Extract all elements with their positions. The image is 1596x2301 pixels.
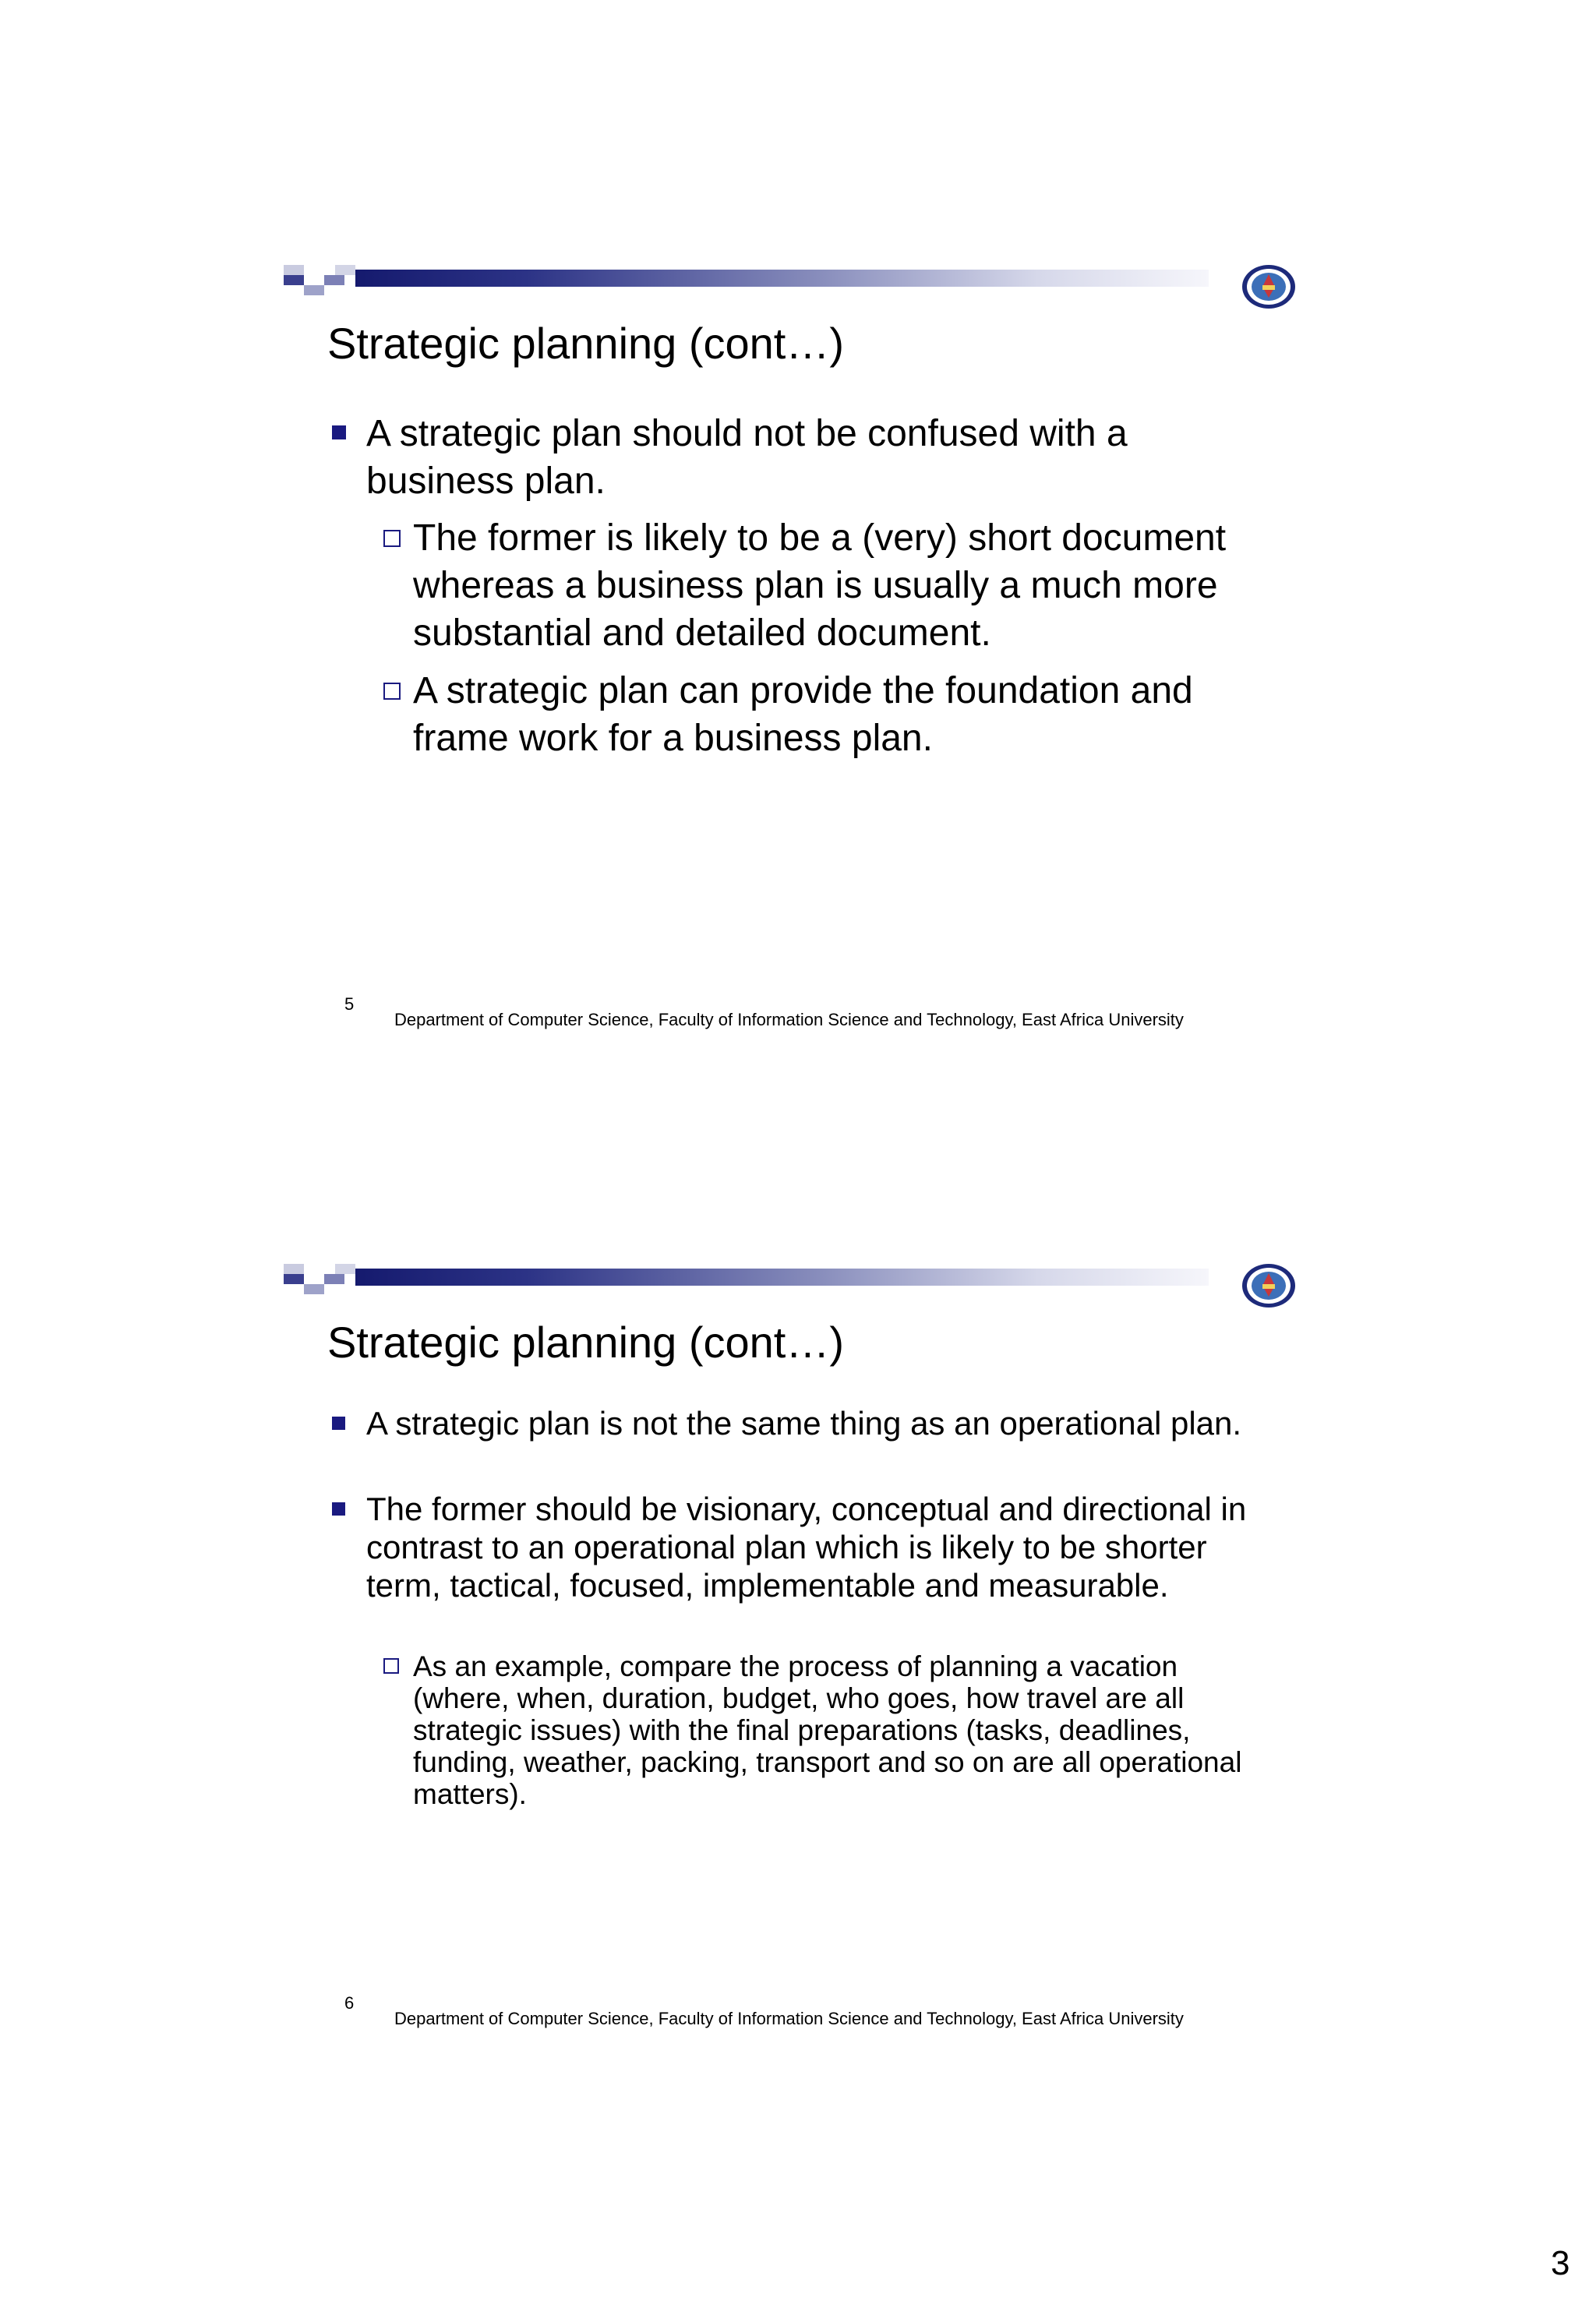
sub-bullet-text: As an example, compare the process of planning a vacation (where, when, duration, budget, who goes, how travel are all strategic issues) with the final preparations (tasks, deadlines, funding, weather, packing, transport and so on are all operational matters).	[413, 1650, 1242, 1810]
filled-square-bullet-icon	[332, 1502, 345, 1516]
bullet-text: A strategic plan is not the same thing as an operational plan.	[366, 1405, 1242, 1442]
header-square	[324, 275, 344, 285]
slide-number: 5	[344, 994, 355, 1014]
bullet-text: A strategic plan should not be confused with a business plan.	[366, 413, 1128, 502]
filled-square-bullet-icon	[332, 425, 346, 439]
header-square	[304, 1284, 324, 1294]
bullet-item	[327, 1404, 1262, 1442]
header-square	[304, 1274, 324, 1284]
bullet-item	[327, 1490, 1262, 1604]
hollow-square-bullet-icon	[383, 530, 401, 547]
slide-5	[281, 257, 1294, 1036]
slide-header-decoration	[284, 1256, 1289, 1306]
hollow-square-bullet-icon	[383, 683, 401, 700]
header-square	[284, 265, 304, 275]
header-square	[284, 1274, 304, 1284]
sub-bullet-item	[382, 514, 1262, 657]
filled-square-bullet-icon	[332, 1417, 345, 1430]
slide-title: Strategic planning (cont…)	[327, 1318, 845, 1367]
slide-footer: Department of Computer Science, Faculty of Information Science and Technology, East Africa University	[394, 1010, 1184, 1029]
university-seal-logo	[1241, 263, 1297, 310]
header-square	[324, 1274, 344, 1284]
slide-6	[281, 1256, 1294, 2035]
header-gradient-bar	[355, 270, 1209, 287]
slide-footer: Department of Computer Science, Faculty of Information Science and Technology, East Africa University	[394, 2009, 1184, 2028]
header-square	[284, 1264, 304, 1274]
header-square	[284, 275, 304, 285]
slide-title: Strategic planning (cont…)	[327, 319, 845, 368]
sub-bullet-text: A strategic plan can provide the foundation and frame work for a business plan.	[413, 670, 1193, 759]
slide-header-decoration	[284, 257, 1289, 307]
page-number: 3	[1551, 2244, 1570, 2282]
header-gradient-bar	[355, 1269, 1209, 1286]
hollow-square-bullet-icon	[383, 1658, 399, 1674]
university-seal-logo	[1241, 1262, 1297, 1309]
bullet-text: The former should be visionary, conceptual and directional in contrast to an operational plan which is likely to be shorter term, tactical, focused, implementable and measurable.	[366, 1491, 1247, 1604]
sub-bullet-text: The former is likely to be a (very) short document whereas a business plan is usually a much more substantial and detailed document.	[413, 517, 1227, 654]
header-square	[304, 275, 324, 285]
header-square	[304, 285, 324, 295]
sub-bullet-item	[382, 1650, 1255, 1810]
header-square	[335, 1264, 355, 1274]
slide-number: 6	[344, 1993, 355, 2013]
sub-bullet-item	[382, 667, 1262, 762]
bullet-item	[327, 410, 1262, 505]
header-square	[335, 265, 355, 275]
